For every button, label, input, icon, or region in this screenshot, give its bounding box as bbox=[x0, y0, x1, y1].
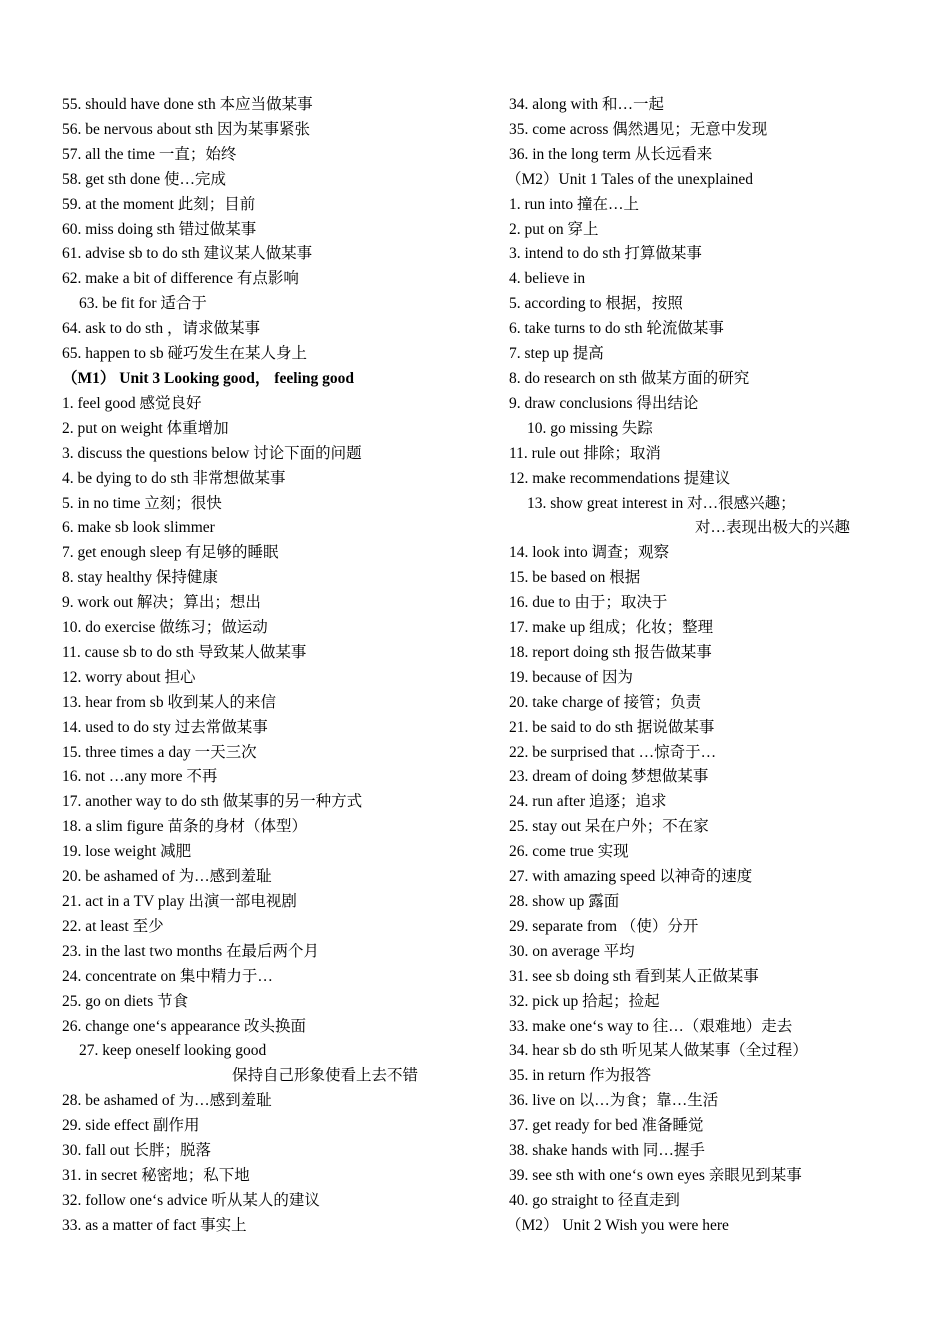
vocab-item: 23. dream of doing 梦想做某事 bbox=[509, 768, 709, 786]
vocab-item: 57. all the time 一直；始终 bbox=[62, 145, 237, 163]
vocab-item: 33. make one‘s way to 往…（艰难地）走去 bbox=[509, 1017, 793, 1035]
vocab-item: 4. be dying to do sth 非常想做某事 bbox=[62, 469, 286, 487]
vocab-item: 55. should have done sth 本应当做某事 bbox=[62, 96, 313, 113]
vocab-item: 18. a slim figure 苗条的身材（体型） bbox=[62, 818, 307, 836]
vocab-item: 40. go straight to 径直走到 bbox=[509, 1191, 680, 1209]
vocab-item: 14. look into 调查；观察 bbox=[509, 544, 670, 562]
vocab-item: 59. at the moment 此刻；目前 bbox=[62, 195, 256, 213]
vocab-item: 23. in the last two months 在最后两个月 bbox=[62, 942, 320, 960]
vocab-item: 26. come true 实现 bbox=[509, 843, 629, 861]
vocab-item: 24. concentrate on 集中精力于… bbox=[62, 967, 273, 985]
vocab-item: 35. in return 作为报答 bbox=[509, 1067, 652, 1085]
vocab-item: 27. with amazing speed 以神奇的速度 bbox=[509, 868, 753, 886]
vocab-item: 12. make recommendations 提建议 bbox=[509, 469, 731, 487]
vocab-item: 8. stay healthy 保持健康 bbox=[62, 569, 218, 587]
vocab-item: 10. do exercise 做练习；做运动 bbox=[62, 619, 268, 637]
vocab-item: 16. due to 由于；取决于 bbox=[509, 594, 668, 612]
vocab-item: 35. come across 偶然遇见；无意中发现 bbox=[509, 120, 768, 138]
vocab-item: 34. hear sb do sth 听见某人做某事（全过程） bbox=[509, 1042, 808, 1060]
vocab-item: 31. in secret 秘密地；私下地 bbox=[62, 1166, 250, 1184]
vocab-item: 5. according to 根据，按照 bbox=[509, 295, 683, 313]
vocab-item: 60. miss doing sth 错过做某事 bbox=[62, 220, 257, 238]
vocab-item: 29. separate from （使）分开 bbox=[509, 917, 699, 935]
unit-heading: （M1） Unit 3 Looking good， feeling good bbox=[62, 369, 354, 387]
vocab-item: 9. draw conclusions 得出结论 bbox=[509, 394, 699, 412]
left-column bbox=[62, 93, 482, 1239]
unit-heading: （M2）Unit 1 Tales of the unexplained bbox=[506, 170, 754, 188]
vocab-item: 17. another way to do sth 做某事的另一种方式 bbox=[62, 793, 363, 811]
vocab-item: 22. at least 至少 bbox=[62, 917, 164, 935]
vocab-item: 21. be said to do sth 据说做某事 bbox=[509, 718, 715, 736]
unit-heading: （M2） Unit 2 Wish you were here bbox=[506, 1216, 729, 1234]
vocab-item: 56. be nervous about sth 因为某事紧张 bbox=[62, 120, 310, 138]
vocab-item: 14. used to do sty 过去常做某事 bbox=[62, 718, 268, 736]
vocab-item: 15. three times a day 一天三次 bbox=[62, 743, 257, 761]
vocab-item: 24. run after 追逐；追求 bbox=[509, 793, 667, 811]
vocab-item: 61. advise sb to do sth 建议某人做某事 bbox=[62, 245, 313, 263]
vocab-item: 31. see sb doing sth 看到某人正做某事 bbox=[509, 967, 759, 985]
vocab-item: 26. change one‘s appearance 改头换面 bbox=[62, 1017, 307, 1035]
vocab-item: 36. in the long term 从长远看来 bbox=[509, 145, 713, 163]
vocab-item: 7. get enough sleep 有足够的睡眠 bbox=[62, 544, 279, 562]
vocab-item: 16. not …any more 不再 bbox=[62, 768, 218, 786]
vocab-item: 39. see sth with one‘s own eyes 亲眼见到某事 bbox=[509, 1166, 802, 1184]
vocab-item: 5. in no time 立刻；很快 bbox=[62, 494, 222, 512]
vocab-item: 33. as a matter of fact 事实上 bbox=[62, 1216, 247, 1234]
vocab-item: 2. put on 穿上 bbox=[509, 220, 599, 238]
vocab-item: 4. believe in bbox=[509, 270, 586, 288]
vocab-item: 29. side effect 副作用 bbox=[62, 1117, 200, 1135]
vocab-item: 20. take charge of 接管；负责 bbox=[509, 693, 702, 711]
vocab-item: 10. go missing 失踪 bbox=[527, 419, 653, 437]
vocab-item: 32. follow one‘s advice 听从某人的建议 bbox=[62, 1191, 320, 1209]
vocab-item: 2. put on weight 体重增加 bbox=[62, 419, 229, 437]
vocab-item: 1. run into 撞在…上 bbox=[509, 195, 640, 213]
vocab-item: 37. get ready for bed 准备睡觉 bbox=[509, 1117, 704, 1135]
vocab-item: 6. make sb look slimmer bbox=[62, 519, 215, 537]
vocab-item: 20. be ashamed of 为…感到羞耻 bbox=[62, 868, 272, 886]
vocab-item: 30. fall out 长胖；脱落 bbox=[62, 1142, 211, 1160]
vocab-item: 19. because of 因为 bbox=[509, 668, 633, 686]
vocab-item: 36. live on 以…为食；靠…生活 bbox=[509, 1092, 719, 1110]
vocab-item: 11. cause sb to do sth 导致某人做某事 bbox=[62, 643, 307, 661]
vocab-item: 25. stay out 呆在户外；不在家 bbox=[509, 818, 709, 836]
vocab-item: 6. take turns to do sth 轮流做某事 bbox=[509, 320, 724, 338]
right-column bbox=[506, 93, 909, 1239]
vocab-item: 19. lose weight 减肥 bbox=[62, 843, 192, 861]
vocab-item: 27. keep oneself looking good bbox=[79, 1042, 267, 1060]
vocab-item: 9. work out 解决；算出；想出 bbox=[62, 594, 261, 612]
vocab-item: 64. ask to do sth ，请求做某事 bbox=[62, 320, 261, 338]
vocab-item: 21. act in a TV play 出演一部电视剧 bbox=[62, 893, 297, 910]
vocab-item: 1. feel good 感觉良好 bbox=[62, 394, 202, 412]
vocab-item: 32. pick up 拾起；捡起 bbox=[509, 992, 660, 1010]
vocab-item: 25. go on diets 节食 bbox=[62, 992, 189, 1010]
vocab-item: 38. shake hands with 同…握手 bbox=[509, 1142, 705, 1160]
vocab-item: 28. show up 露面 bbox=[509, 893, 620, 910]
vocab-item: 63. be fit for 适合于 bbox=[79, 295, 207, 313]
vocab-item: 3. discuss the questions below 讨论下面的问题 bbox=[62, 444, 362, 462]
vocab-item: 30. on average 平均 bbox=[509, 942, 635, 960]
vocab-item: 34. along with 和…一起 bbox=[509, 96, 664, 113]
vocab-item: 28. be ashamed of 为…感到羞耻 bbox=[62, 1092, 272, 1110]
vocab-item: 15. be based on 根据 bbox=[509, 569, 641, 587]
vocab-item-continuation: 保持自己形象使看上去不错 bbox=[232, 1067, 419, 1085]
vocab-item: 65. happen to sb 碰巧发生在某人身上 bbox=[62, 345, 307, 363]
vocab-item: 18. report doing sth 报告做某事 bbox=[509, 643, 712, 661]
vocab-item: 13. hear from sb 收到某人的来信 bbox=[62, 693, 276, 711]
vocab-item: 62. make a bit of difference 有点影响 bbox=[62, 270, 299, 288]
vocab-item: 3. intend to do sth 打算做某事 bbox=[509, 245, 702, 263]
vocab-item: 13. show great interest in 对…很感兴趣； bbox=[527, 494, 796, 512]
vocab-item: 7. step up 提高 bbox=[509, 345, 604, 363]
vocab-item: 17. make up 组成；化妆；整理 bbox=[509, 619, 714, 637]
vocab-item: 11. rule out 排除；取消 bbox=[509, 444, 661, 462]
vocab-item: 12. worry about 担心 bbox=[62, 668, 196, 686]
vocab-item-continuation: 对…表现出极大的兴趣 bbox=[695, 519, 851, 537]
vocab-item: 8. do research on sth 做某方面的研究 bbox=[509, 369, 750, 387]
vocab-item: 22. be surprised that …惊奇于… bbox=[509, 743, 717, 761]
vocab-item: 58. get sth done 使…完成 bbox=[62, 170, 227, 188]
